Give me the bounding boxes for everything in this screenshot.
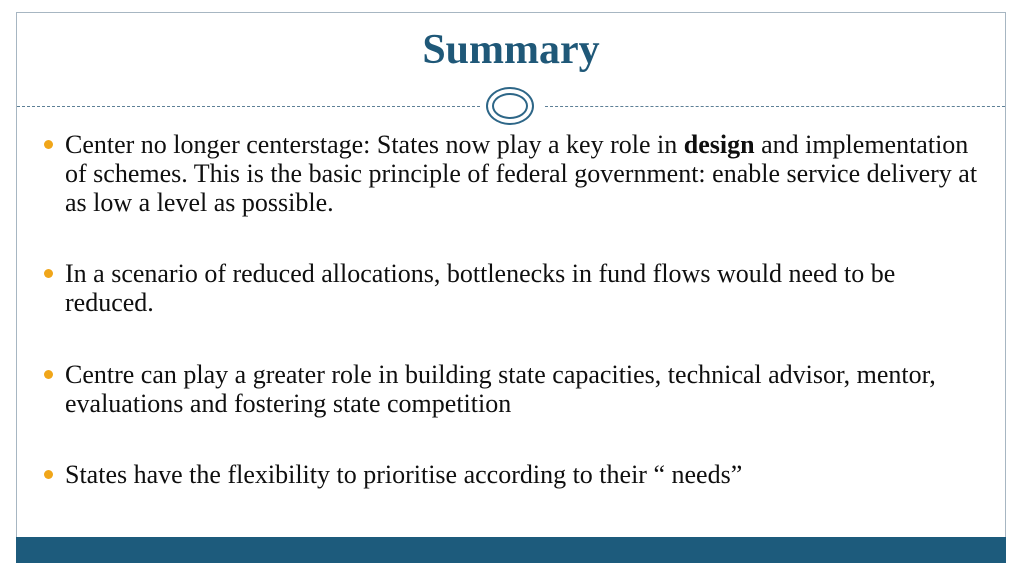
bullet-text: In a scenario of reduced allocations, bottlenecks in fund flows would need to be reduced. bbox=[65, 259, 896, 317]
bullet-item bbox=[40, 460, 980, 489]
bullet-text-before: Center no longer centerstage: States now play a key role in bbox=[65, 130, 684, 159]
footer-bar bbox=[16, 537, 1006, 563]
bullet-text: Centre can play a greater role in building state capacities, technical advisor, mentor, evaluations and fostering state competition bbox=[65, 360, 936, 418]
bullet-dot-icon bbox=[44, 470, 53, 479]
divider-ornament-icon bbox=[486, 87, 534, 125]
slide-title: Summary bbox=[422, 27, 600, 73]
title-divider-right bbox=[545, 106, 1005, 107]
bullet-dot-icon bbox=[44, 269, 53, 278]
bullet-text-after: and implementation of schemes. This is the basic principle of federal government: enable service delivery at as low a level as possible. bbox=[65, 130, 978, 217]
bullet-text: States have the flexibility to prioritise according to their “ needs” bbox=[65, 460, 743, 489]
bullet-item bbox=[40, 360, 980, 418]
bullet-dot-icon bbox=[44, 140, 53, 149]
bullet-item bbox=[40, 130, 980, 217]
bullet-text bbox=[65, 130, 980, 217]
bullet-text-emphasis: design bbox=[683, 130, 755, 159]
bullet-item bbox=[40, 259, 980, 317]
title-divider-left bbox=[17, 106, 480, 107]
divider-ornament-inner bbox=[492, 93, 528, 119]
bullet-dot-icon bbox=[44, 370, 53, 379]
